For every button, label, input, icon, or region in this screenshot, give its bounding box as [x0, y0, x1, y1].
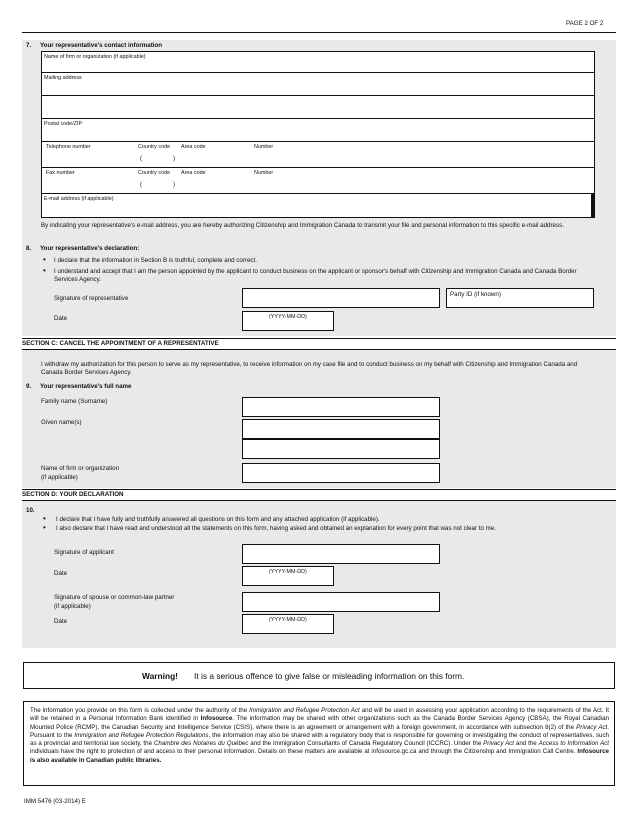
firm-organization-field[interactable] — [242, 463, 440, 483]
q10-number: 10. — [26, 507, 35, 514]
fax-paren-open: ( — [140, 181, 143, 188]
bullet-icon: • — [43, 266, 46, 275]
section-c-title: SECTION C: CANCEL THE APPOINTMENT OF A REPRESENTATIVE — [22, 340, 219, 347]
bullet-icon: • — [43, 514, 46, 523]
top-rule — [22, 32, 616, 33]
firm-label-line1: Name of firm or organization — [41, 465, 120, 472]
tel-number-label: Number — [254, 144, 274, 150]
given-names-field-2[interactable] — [242, 439, 440, 459]
party-id-label: Party ID (if known) — [450, 291, 501, 298]
warning-text: It is a serious offence to give false or misleading information on this form. — [194, 671, 465, 681]
privacy-notice-text: The information you provide on this form is collected under the authority of the Immigration and Refugee Protection Act and will be used in assessing your application according to the requirements of the Act. It will be retained in a Personal Information Bank identified in Infosource. The information may be shared with other organizations such as the Canada Border Services Agency (CBSA), the Royal Canadian Mounted Police (RCMP), the Canadian Security and Intelligence Service (CSIS), where there is an agreement or arrangement with a foreign government, in accordance with subsection 8(2) of the Privacy Act. Pursuant to the Immigration and Refugee Protection Regulations, the information may also be shared with a regulatory body that is responsible for governing or investigating the conduct of representatives, such as a provincial and territorial law society, the Chambre des Notaires du Québec and the Immigration Consultants of Canada Regulatory Council (ICCRC). Under the Privacy Act and the Access to Information Act individuals have the right to protection of and access to their personal information. Details on these matters are available at infosource.gc.ca and through the Citizenship and Immigration Call Centre. Infosource is also available in Canadian public libraries. — [30, 707, 610, 764]
q8-date-label: Date — [54, 315, 68, 322]
tel-area-code-label: Area code — [181, 144, 206, 150]
mailing-address-field[interactable] — [42, 73, 594, 118]
email-field[interactable] — [42, 194, 590, 217]
telephone-field[interactable] — [42, 142, 594, 167]
email-authorization-text: By indicating your representative's e-mail address, you are hereby authorizing Citizenship and Immigration Canada to transmit your file and personal information to this specific e-mail address. — [41, 222, 564, 229]
email-edge — [591, 193, 595, 218]
fax-field[interactable] — [42, 168, 594, 193]
q9-title: Your representative's full name — [40, 383, 132, 390]
signature-spouse-field[interactable] — [242, 592, 440, 612]
family-name-field[interactable] — [242, 397, 440, 417]
applicant-date-label: Date — [54, 570, 68, 577]
bullet-icon: • — [43, 523, 46, 532]
tel-paren-open: ( — [140, 155, 143, 162]
q10-bullet-1: I declare that I have fully and truthfully answered all questions on this form and any attached application (if applicable). — [56, 516, 380, 523]
spouse-label-line2: (if applicable) — [54, 603, 91, 610]
warning-label: Warning! — [142, 671, 178, 681]
telephone-label: Telephone number — [46, 144, 91, 150]
spouse-date-format: (YYYY-MM-DD) — [269, 617, 307, 623]
fax-number-label: Number — [254, 170, 274, 176]
email-label: E-mail address (if applicable) — [44, 196, 114, 202]
bullet-icon: • — [43, 255, 46, 264]
q8-bullet-1: I declare that the information in Section B is truthful, complete and correct. — [54, 257, 257, 264]
postal-code-field[interactable] — [42, 119, 594, 141]
signature-applicant-field[interactable] — [242, 544, 440, 564]
q9-number: 9. — [26, 383, 32, 390]
given-names-label: Given name(s) — [41, 419, 82, 426]
fax-area-code-label: Area code — [181, 170, 206, 176]
q8-number: 8. — [26, 245, 32, 252]
withdraw-authorization-text: I withdraw my authorization for this person to serve as my representative, to receive information on my case file and to conduct business on my behalf with Citizenship and Immigration Canada and Canada Border Services Agency. — [41, 361, 578, 377]
q8-title: Your representative's declaration: — [40, 245, 140, 252]
applicant-date-format: (YYYY-MM-DD) — [269, 569, 307, 575]
signature-applicant-label: Signature of applicant — [54, 549, 114, 556]
form-id: IMM 5476 (03-2014) E — [24, 798, 86, 805]
postal-code-label: Postal code/ZIP — [44, 121, 83, 127]
given-names-field[interactable] — [242, 419, 440, 439]
fax-paren-close: ) — [173, 181, 176, 188]
family-name-label: Family name (Surname) — [41, 398, 108, 405]
fax-label: Fax number — [46, 170, 75, 176]
tel-paren-close: ) — [173, 155, 176, 162]
mailing-address-label: Mailing address — [44, 75, 82, 81]
section-d-title: SECTION D: YOUR DECLARATION — [22, 491, 124, 498]
firm-label-line2: (if applicable) — [41, 474, 78, 481]
q10-bullet-2: I also declare that I have read and understood all the statements on this form, having asked and obtained an explanation for every point that was not clear to me. — [56, 525, 496, 532]
spouse-date-label: Date — [54, 618, 68, 625]
spouse-label-line1: Signature of spouse or common-law partner — [54, 594, 175, 601]
tel-country-code-label: Country code — [138, 144, 171, 150]
firm-name-label: Name of firm or organization (if applicable) — [44, 54, 146, 60]
signature-representative-field[interactable] — [242, 288, 440, 308]
page-number: PAGE 2 OF 2 — [566, 20, 604, 27]
q8-date-format: (YYYY-MM-DD) — [269, 314, 307, 320]
q7-number: 7. — [26, 42, 32, 49]
q8-bullet-2: I understand and accept that I am the person appointed by the applicant to conduct business on the applicant or sponsor's behalf with Citizenship and Immigration Canada and Canada Border Services Agency. — [54, 268, 577, 284]
q7-title: Your representative's contact information — [40, 42, 163, 49]
fax-country-code-label: Country code — [138, 170, 171, 176]
signature-representative-label: Signature of representative — [54, 295, 129, 302]
